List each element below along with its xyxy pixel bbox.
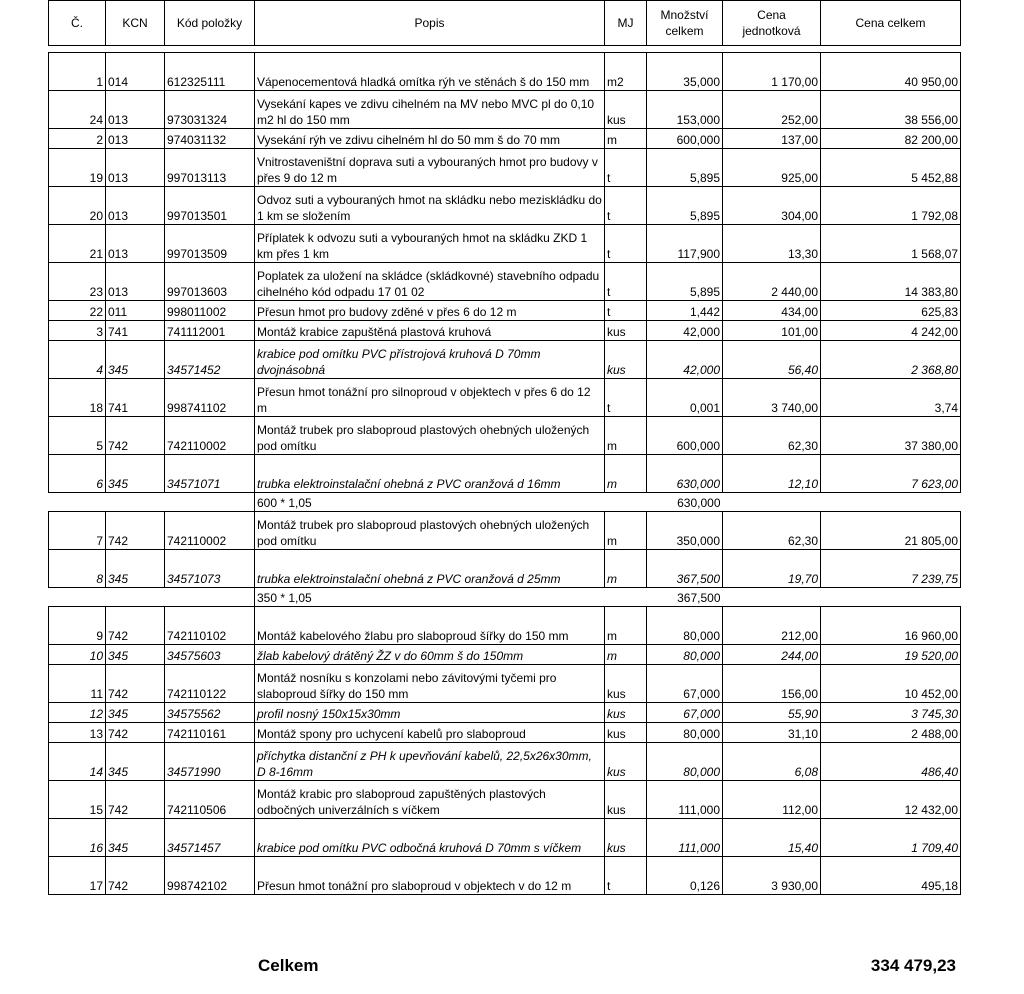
calc-empty-cell — [49, 493, 106, 512]
row-item-code: 973031324 — [165, 91, 255, 129]
row-unit-price: 3 930,00 — [723, 857, 821, 895]
table-row — [49, 91, 961, 129]
row-unit-price: 137,00 — [723, 129, 821, 149]
col-header-cena-celkem: Cena celkem — [821, 1, 961, 46]
col-header-kod: Kód položky — [165, 1, 255, 46]
col-header-cena-line1: Cena — [757, 8, 786, 22]
table-row — [49, 321, 961, 341]
row-description: Montáž kabelového žlabu pro slaboproud šířky do 150 mm — [255, 607, 605, 645]
row-unit: m — [605, 512, 647, 550]
row-description: Vysekání rýh ve zdivu cihelném hl do 50 mm š do 70 mm — [255, 129, 605, 149]
row-number: 5 — [49, 417, 106, 455]
cost-estimate-sheet — [48, 0, 960, 895]
row-item-code: 34571452 — [165, 341, 255, 379]
col-header-mnozstvi-line2: celkem — [665, 24, 704, 38]
row-quantity: 1,442 — [647, 301, 723, 321]
row-quantity: 600,000 — [647, 417, 723, 455]
calc-empty-cell — [723, 588, 821, 607]
row-unit-price: 252,00 — [723, 91, 821, 129]
row-description: příchytka distanční z PH k upevňování kabelů, 22,5x26x30mm, D 8-16mm — [255, 743, 605, 781]
row-total-price: 16 960,00 — [821, 607, 961, 645]
items-table — [48, 52, 961, 895]
row-number: 18 — [49, 379, 106, 417]
calc-result: 367,500 — [677, 591, 721, 605]
row-kcn: 742 — [106, 512, 165, 550]
row-item-code: 34571457 — [165, 819, 255, 857]
row-total-price: 14 383,80 — [821, 263, 961, 301]
row-total-price: 12 432,00 — [821, 781, 961, 819]
row-number: 20 — [49, 187, 106, 225]
row-unit: t — [605, 263, 647, 301]
table-row — [49, 665, 961, 703]
row-description: trubka elektroinstalační ohebná z PVC oranžová d 16mm — [255, 455, 605, 493]
row-unit: t — [605, 187, 647, 225]
calc-formula: 600 * 1,05 — [255, 493, 605, 512]
table-row — [49, 149, 961, 187]
table-row — [49, 512, 961, 550]
row-quantity: 35,000 — [647, 53, 723, 91]
row-item-code: 998742102 — [165, 857, 255, 895]
row-item-code: 34571990 — [165, 743, 255, 781]
row-quantity: 67,000 — [647, 665, 723, 703]
row-number: 8 — [49, 550, 106, 588]
row-description: Montáž spony pro uchycení kabelů pro slaboproud — [255, 723, 605, 743]
row-unit: kus — [605, 341, 647, 379]
table-row — [49, 53, 961, 91]
row-description: Vápenocementová hladká omítka rýh ve stěnách š do 150 mm — [255, 53, 605, 91]
row-item-code: 742110002 — [165, 512, 255, 550]
table-row — [49, 703, 961, 723]
row-unit-price: 15,40 — [723, 819, 821, 857]
row-kcn: 345 — [106, 703, 165, 723]
row-unit: kus — [605, 703, 647, 723]
row-unit-price: 244,00 — [723, 645, 821, 665]
row-unit: m — [605, 417, 647, 455]
table-row — [49, 781, 961, 819]
row-number: 4 — [49, 341, 106, 379]
row-item-code: 742110506 — [165, 781, 255, 819]
row-item-code: 742110161 — [165, 723, 255, 743]
row-unit: m — [605, 645, 647, 665]
table-row — [49, 417, 961, 455]
col-header-mnozstvi — [647, 1, 723, 46]
row-description: Přesun hmot tonážní pro slaboproud v objektech v do 12 m — [255, 857, 605, 895]
row-number: 6 — [49, 455, 106, 493]
row-kcn: 345 — [106, 341, 165, 379]
header-row — [49, 1, 961, 46]
row-unit: kus — [605, 723, 647, 743]
row-number: 7 — [49, 512, 106, 550]
row-item-code: 742110002 — [165, 417, 255, 455]
col-header-mnozstvi-line1: Množství — [660, 8, 709, 22]
row-unit: t — [605, 379, 647, 417]
row-unit-price: 925,00 — [723, 149, 821, 187]
row-number: 1 — [49, 53, 106, 91]
row-item-code: 34575603 — [165, 645, 255, 665]
row-number: 17 — [49, 857, 106, 895]
row-description: Příplatek k odvozu suti a vybouraných hmot na skládku ZKD 1 km přes 1 km — [255, 225, 605, 263]
row-unit: kus — [605, 743, 647, 781]
table-row — [49, 857, 961, 895]
calc-formula: 350 * 1,05 — [255, 588, 605, 607]
table-row — [49, 607, 961, 645]
row-quantity: 5,895 — [647, 149, 723, 187]
row-number: 15 — [49, 781, 106, 819]
row-unit-price: 101,00 — [723, 321, 821, 341]
row-item-code: 612325111 — [165, 53, 255, 91]
row-description: Montáž nosníku s konzolami nebo závitovými tyčemi pro slaboproud šířky do 150 mm — [255, 665, 605, 703]
row-quantity: 0,001 — [647, 379, 723, 417]
row-total-price: 7 239,75 — [821, 550, 961, 588]
table-row — [49, 225, 961, 263]
row-kcn: 742 — [106, 781, 165, 819]
row-total-price: 7 623,00 — [821, 455, 961, 493]
row-total-price: 3 745,30 — [821, 703, 961, 723]
row-unit: m — [605, 607, 647, 645]
row-unit: kus — [605, 91, 647, 129]
table-row — [49, 263, 961, 301]
row-quantity: 5,895 — [647, 187, 723, 225]
col-header-mj: MJ — [605, 1, 647, 46]
row-total-price: 40 950,00 — [821, 53, 961, 91]
row-total-price: 2 368,80 — [821, 341, 961, 379]
row-unit: m2 — [605, 53, 647, 91]
row-description: Poplatek za uložení na skládce (skládkovné) stavebního odpadu cihelného kód odpadu 17 01 02 — [255, 263, 605, 301]
calc-empty-cell — [165, 493, 255, 512]
table-row — [49, 723, 961, 743]
row-unit-price: 13,30 — [723, 225, 821, 263]
table-row — [49, 341, 961, 379]
row-unit: kus — [605, 321, 647, 341]
row-unit-price: 156,00 — [723, 665, 821, 703]
row-unit: t — [605, 225, 647, 263]
row-unit-price: 55,90 — [723, 703, 821, 723]
row-unit: kus — [605, 665, 647, 703]
row-item-code: 974031132 — [165, 129, 255, 149]
table-row — [49, 645, 961, 665]
row-number: 9 — [49, 607, 106, 645]
row-kcn: 013 — [106, 263, 165, 301]
col-header-popis: Popis — [255, 1, 605, 46]
row-kcn: 013 — [106, 225, 165, 263]
calc-row — [49, 588, 961, 607]
row-total-price: 10 452,00 — [821, 665, 961, 703]
row-total-price: 21 805,00 — [821, 512, 961, 550]
row-item-code: 34571073 — [165, 550, 255, 588]
row-description: Odvoz suti a vybouraných hmot na skládku nebo meziskládku do 1 km se složením — [255, 187, 605, 225]
row-unit-price: 434,00 — [723, 301, 821, 321]
row-kcn: 741 — [106, 321, 165, 341]
calc-empty-cell — [605, 588, 647, 607]
row-quantity: 600,000 — [647, 129, 723, 149]
row-quantity: 630,000 — [647, 455, 723, 493]
calc-empty-cell — [106, 588, 165, 607]
row-number: 19 — [49, 149, 106, 187]
calc-empty-cell — [106, 493, 165, 512]
row-item-code: 997013509 — [165, 225, 255, 263]
row-total-price: 19 520,00 — [821, 645, 961, 665]
row-quantity: 153,000 — [647, 91, 723, 129]
col-header-cena-jednotkova — [723, 1, 821, 46]
row-description: Přesun hmot tonážní pro silnoproud v objektech v přes 6 do 12 m — [255, 379, 605, 417]
row-total-price: 5 452,88 — [821, 149, 961, 187]
row-total-price: 38 556,00 — [821, 91, 961, 129]
row-description: Vysekání kapes ve zdivu cihelném na MV nebo MVC pl do 0,10 m2 hl do 150 mm — [255, 91, 605, 129]
row-total-price: 486,40 — [821, 743, 961, 781]
row-unit-price: 112,00 — [723, 781, 821, 819]
row-description: trubka elektroinstalační ohebná z PVC oranžová d 25mm — [255, 550, 605, 588]
table-row — [49, 455, 961, 493]
row-total-price: 1 792,08 — [821, 187, 961, 225]
row-number: 14 — [49, 743, 106, 781]
row-number: 13 — [49, 723, 106, 743]
row-quantity: 117,900 — [647, 225, 723, 263]
row-unit-price: 62,30 — [723, 417, 821, 455]
row-kcn: 345 — [106, 743, 165, 781]
row-number: 11 — [49, 665, 106, 703]
row-kcn: 011 — [106, 301, 165, 321]
col-header-c: Č. — [49, 1, 106, 46]
row-description: Montáž krabic pro slaboproud zapuštěných plastových odbočných univerzálních s víčkem — [255, 781, 605, 819]
row-description: Vnitrostaveništní doprava suti a vybouraných hmot pro budovy v přes 9 do 12 m — [255, 149, 605, 187]
table-row — [49, 187, 961, 225]
calc-result: 630,000 — [677, 496, 721, 510]
row-item-code: 997013603 — [165, 263, 255, 301]
row-description: profil nosný 150x15x30mm — [255, 703, 605, 723]
row-unit-price: 2 440,00 — [723, 263, 821, 301]
row-quantity: 67,000 — [647, 703, 723, 723]
col-header-cena-line2: jednotková — [742, 24, 801, 38]
table-row — [49, 550, 961, 588]
table-row — [49, 819, 961, 857]
row-total-price: 3,74 — [821, 379, 961, 417]
row-kcn: 345 — [106, 455, 165, 493]
row-unit-price: 212,00 — [723, 607, 821, 645]
row-item-code: 34575562 — [165, 703, 255, 723]
row-total-price: 1 568,07 — [821, 225, 961, 263]
calc-empty-cell — [821, 588, 961, 607]
calc-row — [49, 493, 961, 512]
row-item-code: 998741102 — [165, 379, 255, 417]
row-quantity: 367,500 — [647, 550, 723, 588]
total-label: Celkem — [258, 956, 319, 975]
row-unit: t — [605, 149, 647, 187]
col-header-kcn: KCN — [106, 1, 165, 46]
row-quantity: 80,000 — [647, 645, 723, 665]
row-total-price: 625,83 — [821, 301, 961, 321]
row-unit-price: 12,10 — [723, 455, 821, 493]
row-number: 23 — [49, 263, 106, 301]
row-unit: t — [605, 301, 647, 321]
row-quantity: 42,000 — [647, 341, 723, 379]
row-unit: t — [605, 857, 647, 895]
row-item-code: 742110102 — [165, 607, 255, 645]
row-number: 3 — [49, 321, 106, 341]
row-quantity: 80,000 — [647, 723, 723, 743]
row-unit: kus — [605, 819, 647, 857]
table-row — [49, 743, 961, 781]
row-kcn: 345 — [106, 550, 165, 588]
table-row — [49, 129, 961, 149]
row-kcn: 013 — [106, 187, 165, 225]
total-value: 334 479,23 — [870, 956, 956, 975]
row-kcn: 013 — [106, 129, 165, 149]
row-kcn: 014 — [106, 53, 165, 91]
row-number: 21 — [49, 225, 106, 263]
row-description: Montáž trubek pro slaboproud plastových ohebných uložených pod omítku — [255, 512, 605, 550]
row-quantity: 80,000 — [647, 743, 723, 781]
row-kcn: 742 — [106, 607, 165, 645]
calc-empty-cell — [605, 493, 647, 512]
row-kcn: 742 — [106, 417, 165, 455]
row-quantity: 350,000 — [647, 512, 723, 550]
row-unit-price: 1 170,00 — [723, 53, 821, 91]
row-unit-price: 31,10 — [723, 723, 821, 743]
calc-empty-cell — [821, 493, 961, 512]
row-number: 12 — [49, 703, 106, 723]
row-quantity: 5,895 — [647, 263, 723, 301]
row-unit-price: 56,40 — [723, 341, 821, 379]
row-total-price: 495,18 — [821, 857, 961, 895]
row-total-price: 82 200,00 — [821, 129, 961, 149]
row-number: 16 — [49, 819, 106, 857]
row-item-code: 997013113 — [165, 149, 255, 187]
row-item-code: 741112001 — [165, 321, 255, 341]
row-item-code: 34571071 — [165, 455, 255, 493]
row-number: 10 — [49, 645, 106, 665]
row-quantity: 111,000 — [647, 781, 723, 819]
row-description: žlab kabelový drátěný ŽZ v do 60mm š do 150mm — [255, 645, 605, 665]
row-item-code: 742110122 — [165, 665, 255, 703]
row-total-price: 2 488,00 — [821, 723, 961, 743]
row-unit-price: 19,70 — [723, 550, 821, 588]
row-description: Přesun hmot pro budovy zděné v přes 6 do 12 m — [255, 301, 605, 321]
row-unit: m — [605, 455, 647, 493]
row-number: 24 — [49, 91, 106, 129]
row-number: 2 — [49, 129, 106, 149]
calc-empty-cell — [49, 588, 106, 607]
calc-empty-cell — [165, 588, 255, 607]
calc-empty-cell — [723, 493, 821, 512]
row-description: Montáž krabice zapuštěná plastová kruhová — [255, 321, 605, 341]
row-description: Montáž trubek pro slaboproud plastových ohebných uložených pod omítku — [255, 417, 605, 455]
row-unit-price: 304,00 — [723, 187, 821, 225]
row-kcn: 013 — [106, 91, 165, 129]
row-kcn: 345 — [106, 645, 165, 665]
row-quantity: 111,000 — [647, 819, 723, 857]
row-unit: kus — [605, 781, 647, 819]
row-total-price: 4 242,00 — [821, 321, 961, 341]
row-item-code: 997013501 — [165, 187, 255, 225]
row-total-price: 1 709,40 — [821, 819, 961, 857]
row-unit-price: 6,08 — [723, 743, 821, 781]
row-description: krabice pod omítku PVC odbočná kruhová D 70mm s víčkem — [255, 819, 605, 857]
row-kcn: 742 — [106, 665, 165, 703]
row-kcn: 013 — [106, 149, 165, 187]
table-row — [49, 379, 961, 417]
row-unit-price: 3 740,00 — [723, 379, 821, 417]
row-number: 22 — [49, 301, 106, 321]
header-table — [48, 0, 961, 46]
row-kcn: 742 — [106, 723, 165, 743]
row-item-code: 998011002 — [165, 301, 255, 321]
row-unit: m — [605, 550, 647, 588]
row-quantity: 42,000 — [647, 321, 723, 341]
row-description: krabice pod omítku PVC přístrojová kruhová D 70mm dvojnásobná — [255, 341, 605, 379]
row-quantity: 0,126 — [647, 857, 723, 895]
row-total-price: 37 380,00 — [821, 417, 961, 455]
row-unit-price: 62,30 — [723, 512, 821, 550]
row-quantity: 80,000 — [647, 607, 723, 645]
row-kcn: 741 — [106, 379, 165, 417]
row-kcn: 742 — [106, 857, 165, 895]
table-row — [49, 301, 961, 321]
row-unit: m — [605, 129, 647, 149]
row-kcn: 345 — [106, 819, 165, 857]
